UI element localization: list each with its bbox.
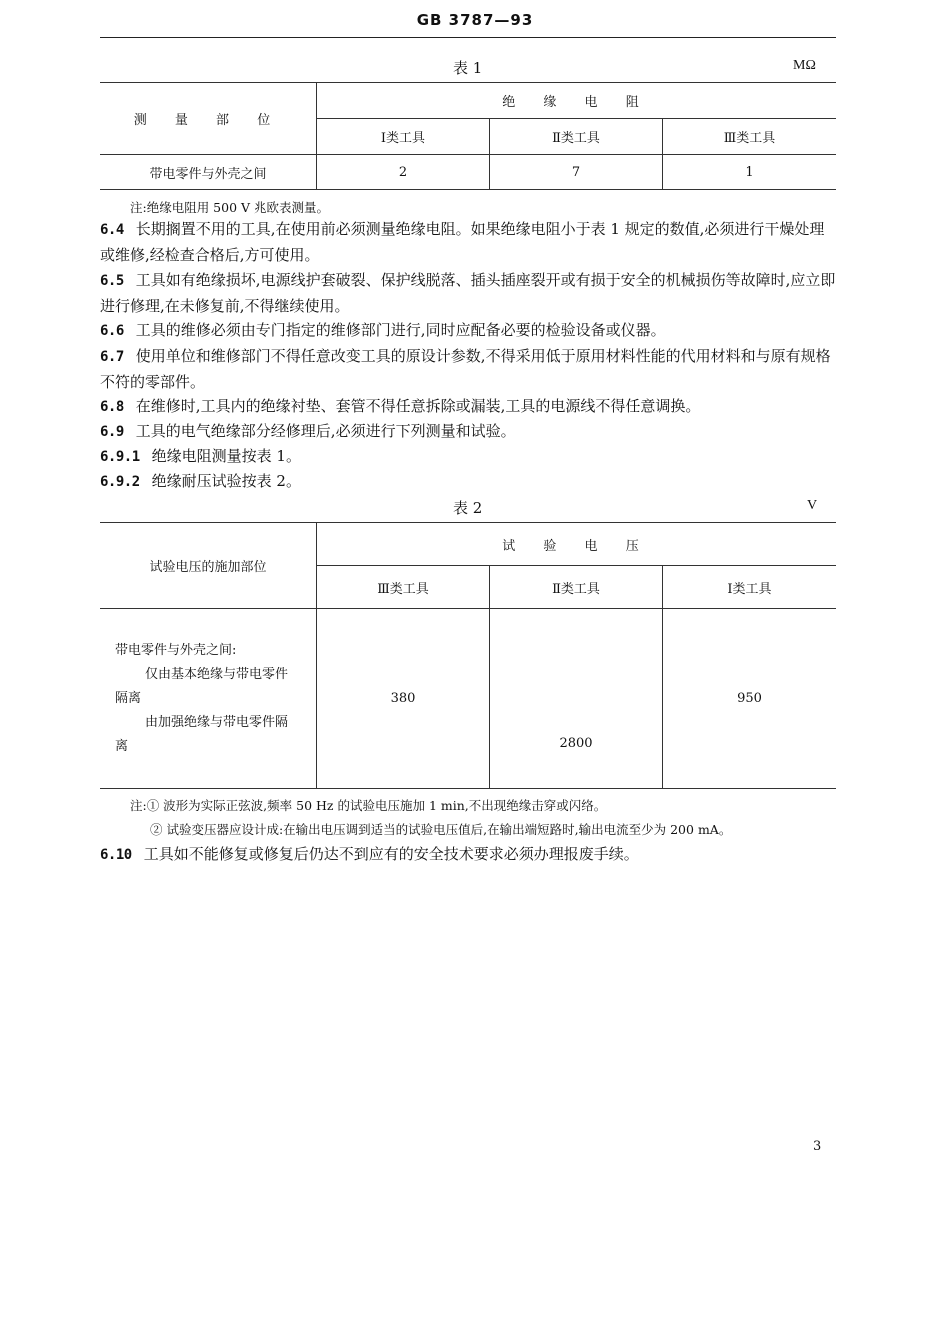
clause-text: 工具如不能修复或修复后仍达不到应有的安全技术要求必须办理报废手续。 (143, 845, 639, 863)
header-rule (100, 37, 836, 38)
clause-number: 6.8 (100, 399, 124, 415)
table2-row-label (100, 609, 317, 789)
table2 (100, 522, 836, 789)
table1 (100, 82, 836, 190)
clause-6-6 (100, 318, 837, 344)
table1-value-class1: 2 (317, 155, 490, 190)
clause-6-9-2 (100, 469, 837, 495)
table1-value-class3: 1 (663, 155, 837, 190)
clause-text: 长期搁置不用的工具,在使用前必须测量绝缘电阻。如果绝缘电阻小于表 1 规定的数值,必须进行干燥处理或维修,经检查合格后,方可使用。 (100, 220, 825, 264)
clause-number: 6.10 (100, 847, 132, 863)
clause-6-7 (100, 344, 837, 395)
clause-text: 工具如有绝缘损坏,电源线护套破裂、保护线脱落、插头插座裂开或有损于安全的机械损伤等故障时,应立即进行修理,在未修复前,不得继续使用。 (100, 271, 836, 315)
clause-number: 6.9.2 (100, 474, 140, 490)
table2-value-class3: 380 (317, 609, 490, 789)
table2-note-1: 注:① 波形为实际正弦波,频率 50 Hz 的试验电压施加 1 min,不出现绝缘击穿或闪络。 (130, 798, 607, 813)
row-line: 仅由基本绝缘与带电零件 (145, 666, 289, 682)
document-header-title: GB 3787—93 (416, 11, 534, 29)
table1-col-class3: Ⅲ类工具 (663, 119, 837, 155)
table2-col-class1: Ⅰ类工具 (663, 566, 837, 609)
table1-col-class2: Ⅱ类工具 (490, 119, 663, 155)
table2-unit: V (807, 498, 818, 513)
clause-text: 使用单位和维修部门不得任意改变工具的原设计参数,不得采用低于原用材料性能的代用材料和与原有规格不符的零部件。 (100, 347, 831, 391)
table2-col-class2: Ⅱ类工具 (490, 566, 663, 609)
row-line: 离 (115, 738, 129, 754)
table1-row-header: 测 量 部 位 (100, 83, 317, 155)
table2-caption: 表 2 (453, 499, 483, 517)
clause-text: 工具的电气绝缘部分经修理后,必须进行下列测量和试验。 (135, 422, 516, 440)
table2-value-class2-cell (490, 609, 663, 789)
table2-group-header: 试 验 电 压 (317, 523, 837, 566)
clause-number: 6.7 (100, 349, 124, 365)
table2-note-2: ② 试验变压器应设计成:在输出电压调到适当的试验电压值后,在输出端短路时,输出电流至少为 200 mA。 (150, 822, 732, 837)
clause-text: 在维修时,工具内的绝缘衬垫、套管不得任意拆除或漏装,工具的电源线不得任意调换。 (135, 397, 701, 415)
clause-6-9 (100, 419, 837, 445)
row-line: 隔离 (115, 690, 142, 706)
clause-text: 绝缘耐压试验按表 2。 (151, 472, 301, 490)
table1-row-label: 带电零件与外壳之间 (100, 155, 317, 190)
table1-col-class1: Ⅰ类工具 (317, 119, 490, 155)
table2-value-class1: 950 (663, 609, 837, 789)
clause-number: 6.9.1 (100, 449, 140, 465)
table1-note: 注:绝缘电阻用 500 V 兆欧表测量。 (130, 200, 330, 215)
clause-6-9-1 (100, 444, 837, 470)
clause-6-5 (100, 268, 837, 319)
table1-unit: MΩ (793, 58, 816, 73)
clause-number: 6.5 (100, 273, 124, 289)
clause-text: 绝缘电阻测量按表 1。 (151, 447, 301, 465)
table1-group-header: 绝 缘 电 阻 (317, 83, 837, 119)
clause-number: 6.4 (100, 222, 124, 238)
clause-6-10 (100, 842, 837, 868)
table1-caption: 表 1 (453, 59, 483, 77)
clause-number: 6.6 (100, 323, 124, 339)
page-number: 3 (813, 1139, 822, 1154)
table1-value-class2: 7 (490, 155, 663, 190)
table2-col-class3: Ⅲ类工具 (317, 566, 490, 609)
clause-text: 工具的维修必须由专门指定的维修部门进行,同时应配备必要的检验设备或仪器。 (135, 321, 666, 339)
clause-number: 6.9 (100, 424, 124, 440)
clause-6-8 (100, 394, 837, 420)
clause-6-4 (100, 217, 837, 268)
table2-row-header: 试验电压的施加部位 (100, 523, 317, 609)
row-line: 由加强绝缘与带电零件隔 (145, 714, 289, 730)
row-line: 带电零件与外壳之间: (115, 642, 237, 658)
table2-value-class2: 2800 (559, 736, 593, 751)
